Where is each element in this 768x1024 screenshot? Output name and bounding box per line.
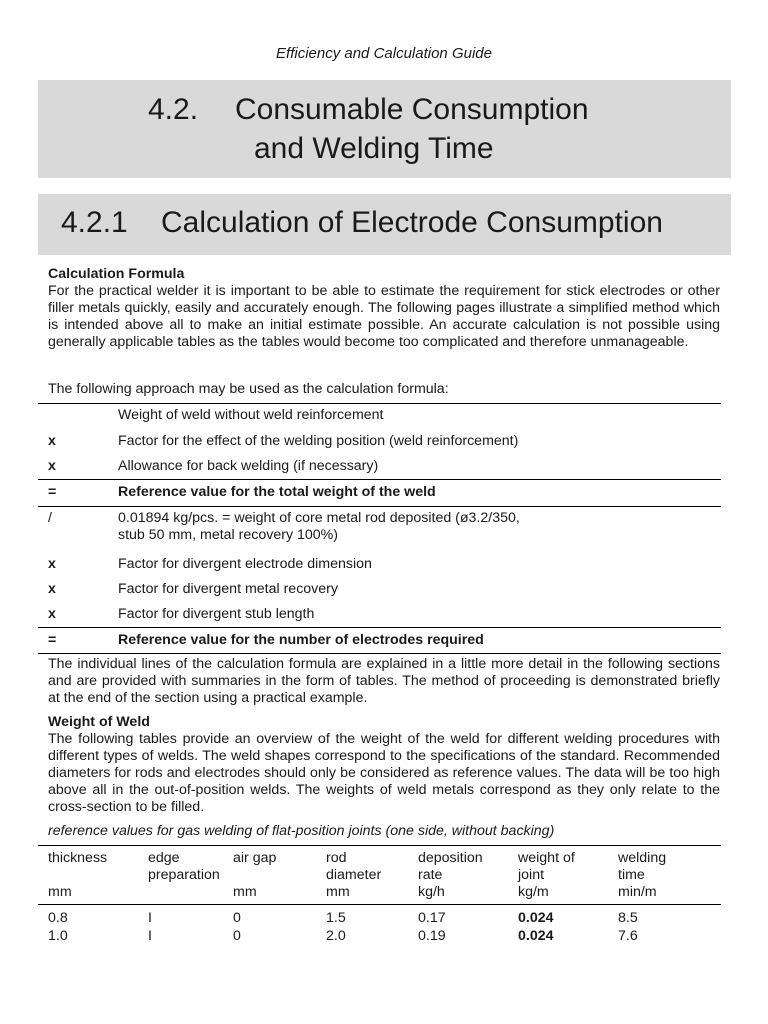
- subsection-title: Calculation of Electrode Consumption: [161, 206, 663, 239]
- formula-row: [38, 404, 721, 429]
- formula-operator: x: [48, 556, 56, 572]
- table-header: [38, 846, 721, 905]
- cell-air-gap: 0: [233, 910, 241, 926]
- cell-rod-diameter: 1.5: [326, 910, 346, 926]
- cell-rod-diameter: 2.0: [326, 928, 346, 944]
- calc-formula-heading: Calculation Formula: [48, 266, 185, 282]
- formula-operator: =: [48, 484, 57, 500]
- formula-row-result: [38, 627, 721, 654]
- gas-welding-table: [38, 845, 721, 945]
- formula-row: [38, 454, 721, 479]
- formula-table: [38, 403, 721, 654]
- section-number: 4.2.: [148, 93, 199, 126]
- calc-formula-block: [48, 266, 720, 351]
- formula-row: [38, 507, 721, 552]
- formula-text-line1: 0.01894 kg/pcs. = weight of core metal rod deposited (ø3.2/350,: [118, 510, 520, 526]
- formula-operator: /: [48, 510, 52, 526]
- formula-operator: x: [48, 433, 56, 449]
- formula-text: Reference value for the number of electrodes required: [118, 632, 484, 648]
- header-air-gap: air gap mm: [233, 850, 277, 900]
- cell-welding-time: 7.6: [618, 928, 638, 944]
- formula-text: Reference value for the total weight of the weld: [118, 484, 436, 500]
- weight-of-weld-paragraph: The following tables provide an overview of the weight of the weld for different welding procedures with different types of welds. The weld shapes correspond to the specifications of the standard. Recommended diameters for rods and electrodes should only be considered as reference values. The data will be too high above all in the out-of-position welds. The weights of weld metals correspond as they only relate to the cross-section to be filled.: [48, 731, 720, 815]
- calc-formula-paragraph: For the practical welder it is important to be able to estimate the requirement for stick electrodes or other filler metals quickly, easily and accurately enough. The following pages illustrate a simplified method which is intended above all to make an initial estimate possible. An accurate calculation is not possible using generally applicable tables as the tables would become too complicated and therefore unmanageable.: [48, 283, 720, 350]
- header-thickness: thickness mm: [48, 850, 108, 900]
- section-title-line2: and Welding Time: [254, 132, 494, 165]
- formula-operator: x: [48, 458, 56, 474]
- formula-operator: x: [48, 606, 56, 622]
- running-header: Efficiency and Calculation Guide: [276, 45, 492, 62]
- formula-operator: x: [48, 581, 56, 597]
- formula-row: [38, 602, 721, 627]
- formula-text: Factor for divergent metal recovery: [118, 581, 338, 597]
- formula-text: Weight of weld without weld reinforcement: [118, 407, 384, 423]
- cell-air-gap: 0: [233, 928, 241, 944]
- header-deposition-rate: deposition rate kg/h: [418, 850, 483, 900]
- subsection-number: 4.2.1: [61, 206, 128, 239]
- explanation-paragraph: The individual lines of the calculation formula are explained in a little more detail in the following sections and are provided with summaries in the form of tables. The method of proceeding is demonstrated briefly at the end of the section using a practical example.: [48, 656, 720, 706]
- formula-text: Factor for divergent stub length: [118, 606, 315, 622]
- header-edge-preparation: edge preparation: [148, 850, 220, 883]
- cell-edge-preparation: I: [148, 928, 152, 944]
- cell-deposition-rate: 0.17: [418, 910, 446, 926]
- header-welding-time: welding time min/m: [618, 850, 667, 900]
- cell-weight-of-joint: 0.024: [518, 910, 554, 926]
- formula-row-result: [38, 479, 721, 507]
- formula-text-line2: stub 50 mm, metal recovery 100%): [118, 527, 338, 543]
- cell-weight-of-joint: 0.024: [518, 928, 554, 944]
- header-weight-of-joint: weight of joint kg/m: [518, 850, 575, 900]
- weight-of-weld-block: [48, 714, 720, 816]
- formula-operator: =: [48, 632, 57, 648]
- calc-formula-intro: The following approach may be used as the calculation formula:: [48, 381, 449, 397]
- formula-row: [38, 552, 721, 577]
- weight-of-weld-heading: Weight of Weld: [48, 714, 150, 730]
- table-caption: reference values for gas welding of flat-position joints (one side, without backing): [48, 823, 555, 839]
- table-row: [38, 909, 721, 927]
- formula-row: [38, 429, 721, 454]
- subsection-heading-band: [38, 194, 731, 255]
- cell-welding-time: 8.5: [618, 910, 638, 926]
- cell-thickness: 0.8: [48, 910, 68, 926]
- formula-row: [38, 577, 721, 602]
- formula-text: Factor for divergent electrode dimension: [118, 556, 372, 572]
- section-title-line1: Consumable Consumption: [235, 93, 589, 126]
- cell-thickness: 1.0: [48, 928, 68, 944]
- table-row: [38, 927, 721, 945]
- section-heading-band: [38, 80, 731, 178]
- formula-text: [118, 510, 721, 552]
- formula-operator: [38, 404, 118, 429]
- header-rod-diameter: rod diameter mm: [326, 850, 382, 900]
- cell-deposition-rate: 0.19: [418, 928, 446, 944]
- formula-text: Factor for the effect of the welding position (weld reinforcement): [118, 433, 519, 449]
- formula-text: Allowance for back welding (if necessary): [118, 458, 379, 474]
- cell-edge-preparation: I: [148, 910, 152, 926]
